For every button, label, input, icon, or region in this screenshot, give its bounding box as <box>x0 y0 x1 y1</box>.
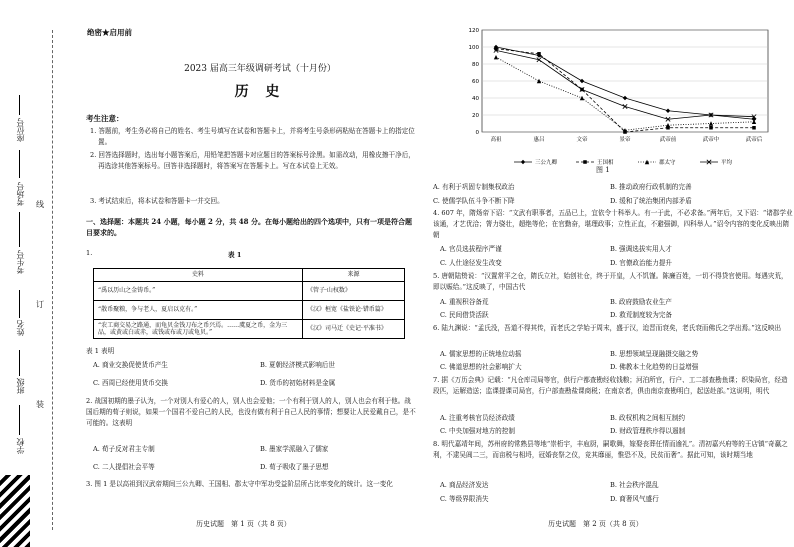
note-3: 3. 考试结束后，将本试卷和答题卡一并交回。 <box>90 197 224 205</box>
q3-option-a[interactable]: A. 有利于巩固专制集权政治 <box>433 183 515 191</box>
page2-footer: 历史试题 第 2 页（共 8 页） <box>548 520 643 528</box>
y-tick-label: 40 <box>472 96 479 102</box>
q6-option-a[interactable]: A. 儒家思想的正统地位动摇 <box>440 350 522 358</box>
q8-option-b[interactable]: B. 社会秩序混乱 <box>610 481 659 489</box>
notes-title: 考生注意： <box>86 114 124 123</box>
q1-table-wrapper <box>93 268 405 339</box>
q5-stem: 5. 唐朝陆贽说：“汉置常平之仓，隋氏立社，始创社仓，终于开皇，人不饥馑。陈廉百姓，一切不得贷官使用。每遇灾荒，即以赈给。”这反映了，中国古代 <box>433 272 788 291</box>
cut-line <box>52 30 54 530</box>
q8-option-a[interactable]: A. 商品经济发达 <box>440 481 489 489</box>
data-point <box>623 104 627 108</box>
q5-option-a[interactable]: A. 重视积谷备荒 <box>440 298 489 306</box>
field-seat-line <box>19 95 20 115</box>
field-candidate-number: 考生号 <box>16 250 25 274</box>
q4-option-c[interactable]: C. 人仕途径发生改变 <box>440 259 502 267</box>
legend-marker <box>521 160 525 164</box>
field-name: 姓名 <box>16 320 25 336</box>
page1-footer: 历史试题 第 1 页（共 8 页） <box>196 520 291 528</box>
q2-option-b[interactable]: B. 墨家学派融入了儒家 <box>260 445 329 453</box>
q6-option-d[interactable]: D. 佛教本土化趋势的日益增强 <box>610 363 699 371</box>
data-point <box>494 55 498 59</box>
data-point <box>709 126 713 130</box>
binding-sidebar <box>0 0 60 547</box>
q2-option-d[interactable]: D. 荀子吸收了墨子思想 <box>260 463 329 471</box>
x-tick-label: 惠吕 <box>533 137 545 143</box>
table-cell: “农工商交易之路通，而龟贝金钱刀布之币兴焉。……虞夏之币，金为三品，或黄或白或赤，或钱或布或刀或龟贝。” <box>94 320 303 339</box>
legend-label: 郡太守 <box>659 160 676 166</box>
q7-option-b[interactable]: B. 政权机构之间相互制约 <box>610 414 685 422</box>
table-row <box>94 282 405 301</box>
q8-option-c[interactable]: C. 等级界限消失 <box>440 495 489 503</box>
q3-option-c[interactable]: C. 使儒学队伍斗争不断下降 <box>433 197 515 205</box>
q6-stem: 6. 陆九渊说：“孟氏没，吾道不得其传，而老氏之学始于周末，盛于汉，迨晋而衰矣，老氏衰而佛氏之学出焉。”这反映出 <box>433 324 782 332</box>
field-candidate-line <box>19 212 20 247</box>
binding-word-bind: 装 <box>36 400 44 409</box>
q5-option-b[interactable]: B. 政府鼓励农业生产 <box>610 298 672 306</box>
y-tick-label: 120 <box>468 28 479 34</box>
field-class: 班级 <box>16 378 25 394</box>
q6-option-c[interactable]: C. 佛道思想的社会影响扩大 <box>440 363 522 371</box>
data-point <box>623 96 627 100</box>
y-tick-label: 20 <box>472 113 479 119</box>
q7-option-d[interactable]: D. 财政管理秩序得以遏制 <box>610 427 686 435</box>
table-cell: “散币聚粮，争与老人，夏启以克有。” <box>94 301 303 320</box>
q1-table-header <box>94 269 405 282</box>
field-room-line <box>19 150 20 178</box>
field-school: 学校 <box>16 438 25 454</box>
note-2: 2. 回答选择题时，选出每小题答案后，用铅笔把答题卡对应题目的答案标号涂黑。如需改动，用橡皮擦干净后，再选涂其他答案标号。回答非选择题时，将答案写在答题卡上。写在本试卷上无效。 <box>90 151 415 170</box>
q4-option-d[interactable]: D. 官僚政治能力提升 <box>610 259 672 267</box>
q2-option-a[interactable]: A. 荀子反对君主专制 <box>93 445 155 453</box>
q1-header-origin: 来源 <box>303 269 405 282</box>
field-school-line <box>19 405 20 435</box>
q5-option-c[interactable]: C. 民间借贷活跃 <box>440 311 489 319</box>
q2-option-c[interactable]: C. 二人提倡社会平等 <box>93 463 155 471</box>
data-point <box>752 126 756 130</box>
q7-option-c[interactable]: C. 中央加强对地方的控制 <box>440 427 515 435</box>
q8-option-d[interactable]: D. 商奢风气盛行 <box>610 495 659 503</box>
data-point <box>752 120 756 124</box>
table-cell: “禹以历山之金铸币。” <box>94 282 303 301</box>
data-point <box>709 121 713 125</box>
figure-caption: 图 1 <box>596 166 610 174</box>
q1-table-title: 表 1 <box>228 251 242 259</box>
q7-stem: 7. 据《万历会典》记载：“凡仓库司局等官，供行户都查勘经收钱粮；河泊所官，行户、工二部查勘鱼课；织染局官，经造段匹，运解造送；监课提课司局官，行户部查勘盐课商税；在南京者，俱由南京查勘明白，起送赴部。”这说明，明代 <box>433 376 788 395</box>
q8-stem: 8. 明代嘉靖年间，苏州府的常熟县等地“崇桁宇，丰庖厨，嗣歌舞，嫁娶丧葬任情而逾礼”。清初嘉兴府等的王店镇“奇赢之利，不逮吴阊二三，而亩税与相埒，冠婚丧祭之仪，竞其靡丽，惟恐不及，民贫而奢”。据此可知，该时期当地 <box>433 440 788 459</box>
q7-option-a[interactable]: A. 注重考核官员经济政绩 <box>440 414 515 422</box>
subject-title: 历 史 <box>234 84 286 100</box>
y-tick-label: 60 <box>472 79 479 85</box>
x-tick-label: 武帝后 <box>745 137 763 143</box>
field-seat-number: 座位号 <box>16 118 25 142</box>
q4-option-a[interactable]: A. 官员选拔程序严谨 <box>440 245 502 253</box>
q3-option-b[interactable]: B. 推动政府行政机制的完善 <box>610 183 692 191</box>
decorative-stripes <box>0 475 30 547</box>
q3-line-chart <box>454 24 776 174</box>
table-cell: 《汉》桓宽《盐铁论·错币篇》 <box>303 301 405 320</box>
series-line-1 <box>496 47 754 119</box>
y-tick-label: 100 <box>468 45 479 51</box>
y-tick-label: 0 <box>475 130 479 136</box>
binding-word-line: 线 <box>36 200 44 209</box>
legend-label: 平均 <box>721 160 733 166</box>
x-tick-label: 武帝前 <box>659 137 677 143</box>
q3-option-d[interactable]: D. 缓和了统治集团内部矛盾 <box>610 197 692 205</box>
x-tick-label: 高祖 <box>490 137 502 143</box>
series-line-4 <box>496 50 754 119</box>
data-point <box>666 109 670 113</box>
q1-option-b[interactable]: B. 夏朝经济模式影响后世 <box>260 361 335 369</box>
q4-stem: 4. 607 年，隋炀帝下诏：“文武有职事者，五品已上，宜依令十科举人。有一于此，不必求备。”两年后，又下诏：“诸郡学业该通，才艺优洽；膂力骁壮，超绝等伦；在官勤奋，堪理政事；立性正直，不避强御，四科举人。”诏令内容的变化反映出隋朝 <box>433 209 793 239</box>
field-class-line <box>19 350 20 376</box>
table-cell: 《管子·山权数》 <box>303 282 405 301</box>
series-line-2 <box>496 49 754 132</box>
q3-stem: 3. 图 1 是以高祖到汉武帝期间三公九卿、王国相、郡太守中军功受益阶层所占比率变化的统计。这一变化 <box>86 480 393 488</box>
x-tick-label: 文帝 <box>576 137 588 143</box>
q1-table <box>93 268 405 339</box>
legend-marker <box>583 160 587 164</box>
q1-option-c[interactable]: C. 西周已经使用货币交换 <box>93 379 168 387</box>
q4-option-b[interactable]: B. 强调选拔实用人才 <box>610 245 672 253</box>
section-heading: 一、选择题：本题共 24 小题，每小题 2 分，共 48 分。在每小题给出的四个选项中，只有一项是符合题目要求的。 <box>86 217 412 237</box>
q1-option-d[interactable]: D. 货币的初始材料是金属 <box>260 379 336 387</box>
field-name-line <box>19 290 20 318</box>
data-point <box>537 52 541 56</box>
confidential-label: 绝密★启用前 <box>87 28 132 37</box>
binding-word-order: 订 <box>36 300 44 309</box>
y-tick-label: 80 <box>472 62 479 68</box>
q1-stem: 表 1 表明 <box>86 347 115 355</box>
q1-header-source-material: 史料 <box>94 269 303 282</box>
exam-title: 2023 届高三年级调研考试（十月份） <box>184 64 336 74</box>
field-room-number: 考场号 <box>16 182 25 206</box>
table-cell: 《汉》司马迁《史记·平准书》 <box>303 320 405 339</box>
x-tick-label: 景帝 <box>619 137 631 143</box>
q1-number: 1. <box>86 249 93 257</box>
series-line-3 <box>496 57 754 130</box>
legend-label: 三公九卿 <box>535 160 558 166</box>
data-point <box>580 79 584 83</box>
q1-option-a[interactable]: A. 商业交换促使货币产生 <box>93 361 168 369</box>
x-tick-label: 武帝中 <box>702 137 720 143</box>
table-row <box>94 301 405 320</box>
note-1: 1. 答题前，考生务必将自己的姓名、考生号填写在试卷和答题卡上，并将考生号条形码粘贴在答题卡上的指定位置。 <box>90 127 415 146</box>
q6-option-b[interactable]: B. 思想领域呈现融摄交融之势 <box>610 350 699 358</box>
q2-stem: 2. 战国初期的墨子认为，一个对别人有爱心的人，别人也会爱他；一个有利于别人的人，别人也会有利于他。战国后期的荀子则说，如果一个国君不爱自己的人民，也没有做有利于自己人民的事情；想要让人民爱戴自己，是不可能的。这表明 <box>86 397 416 427</box>
q5-option-d[interactable]: D. 救荒制度较为完备 <box>610 311 672 319</box>
table-row <box>94 320 405 339</box>
legend-label: 王国相 <box>597 160 614 166</box>
